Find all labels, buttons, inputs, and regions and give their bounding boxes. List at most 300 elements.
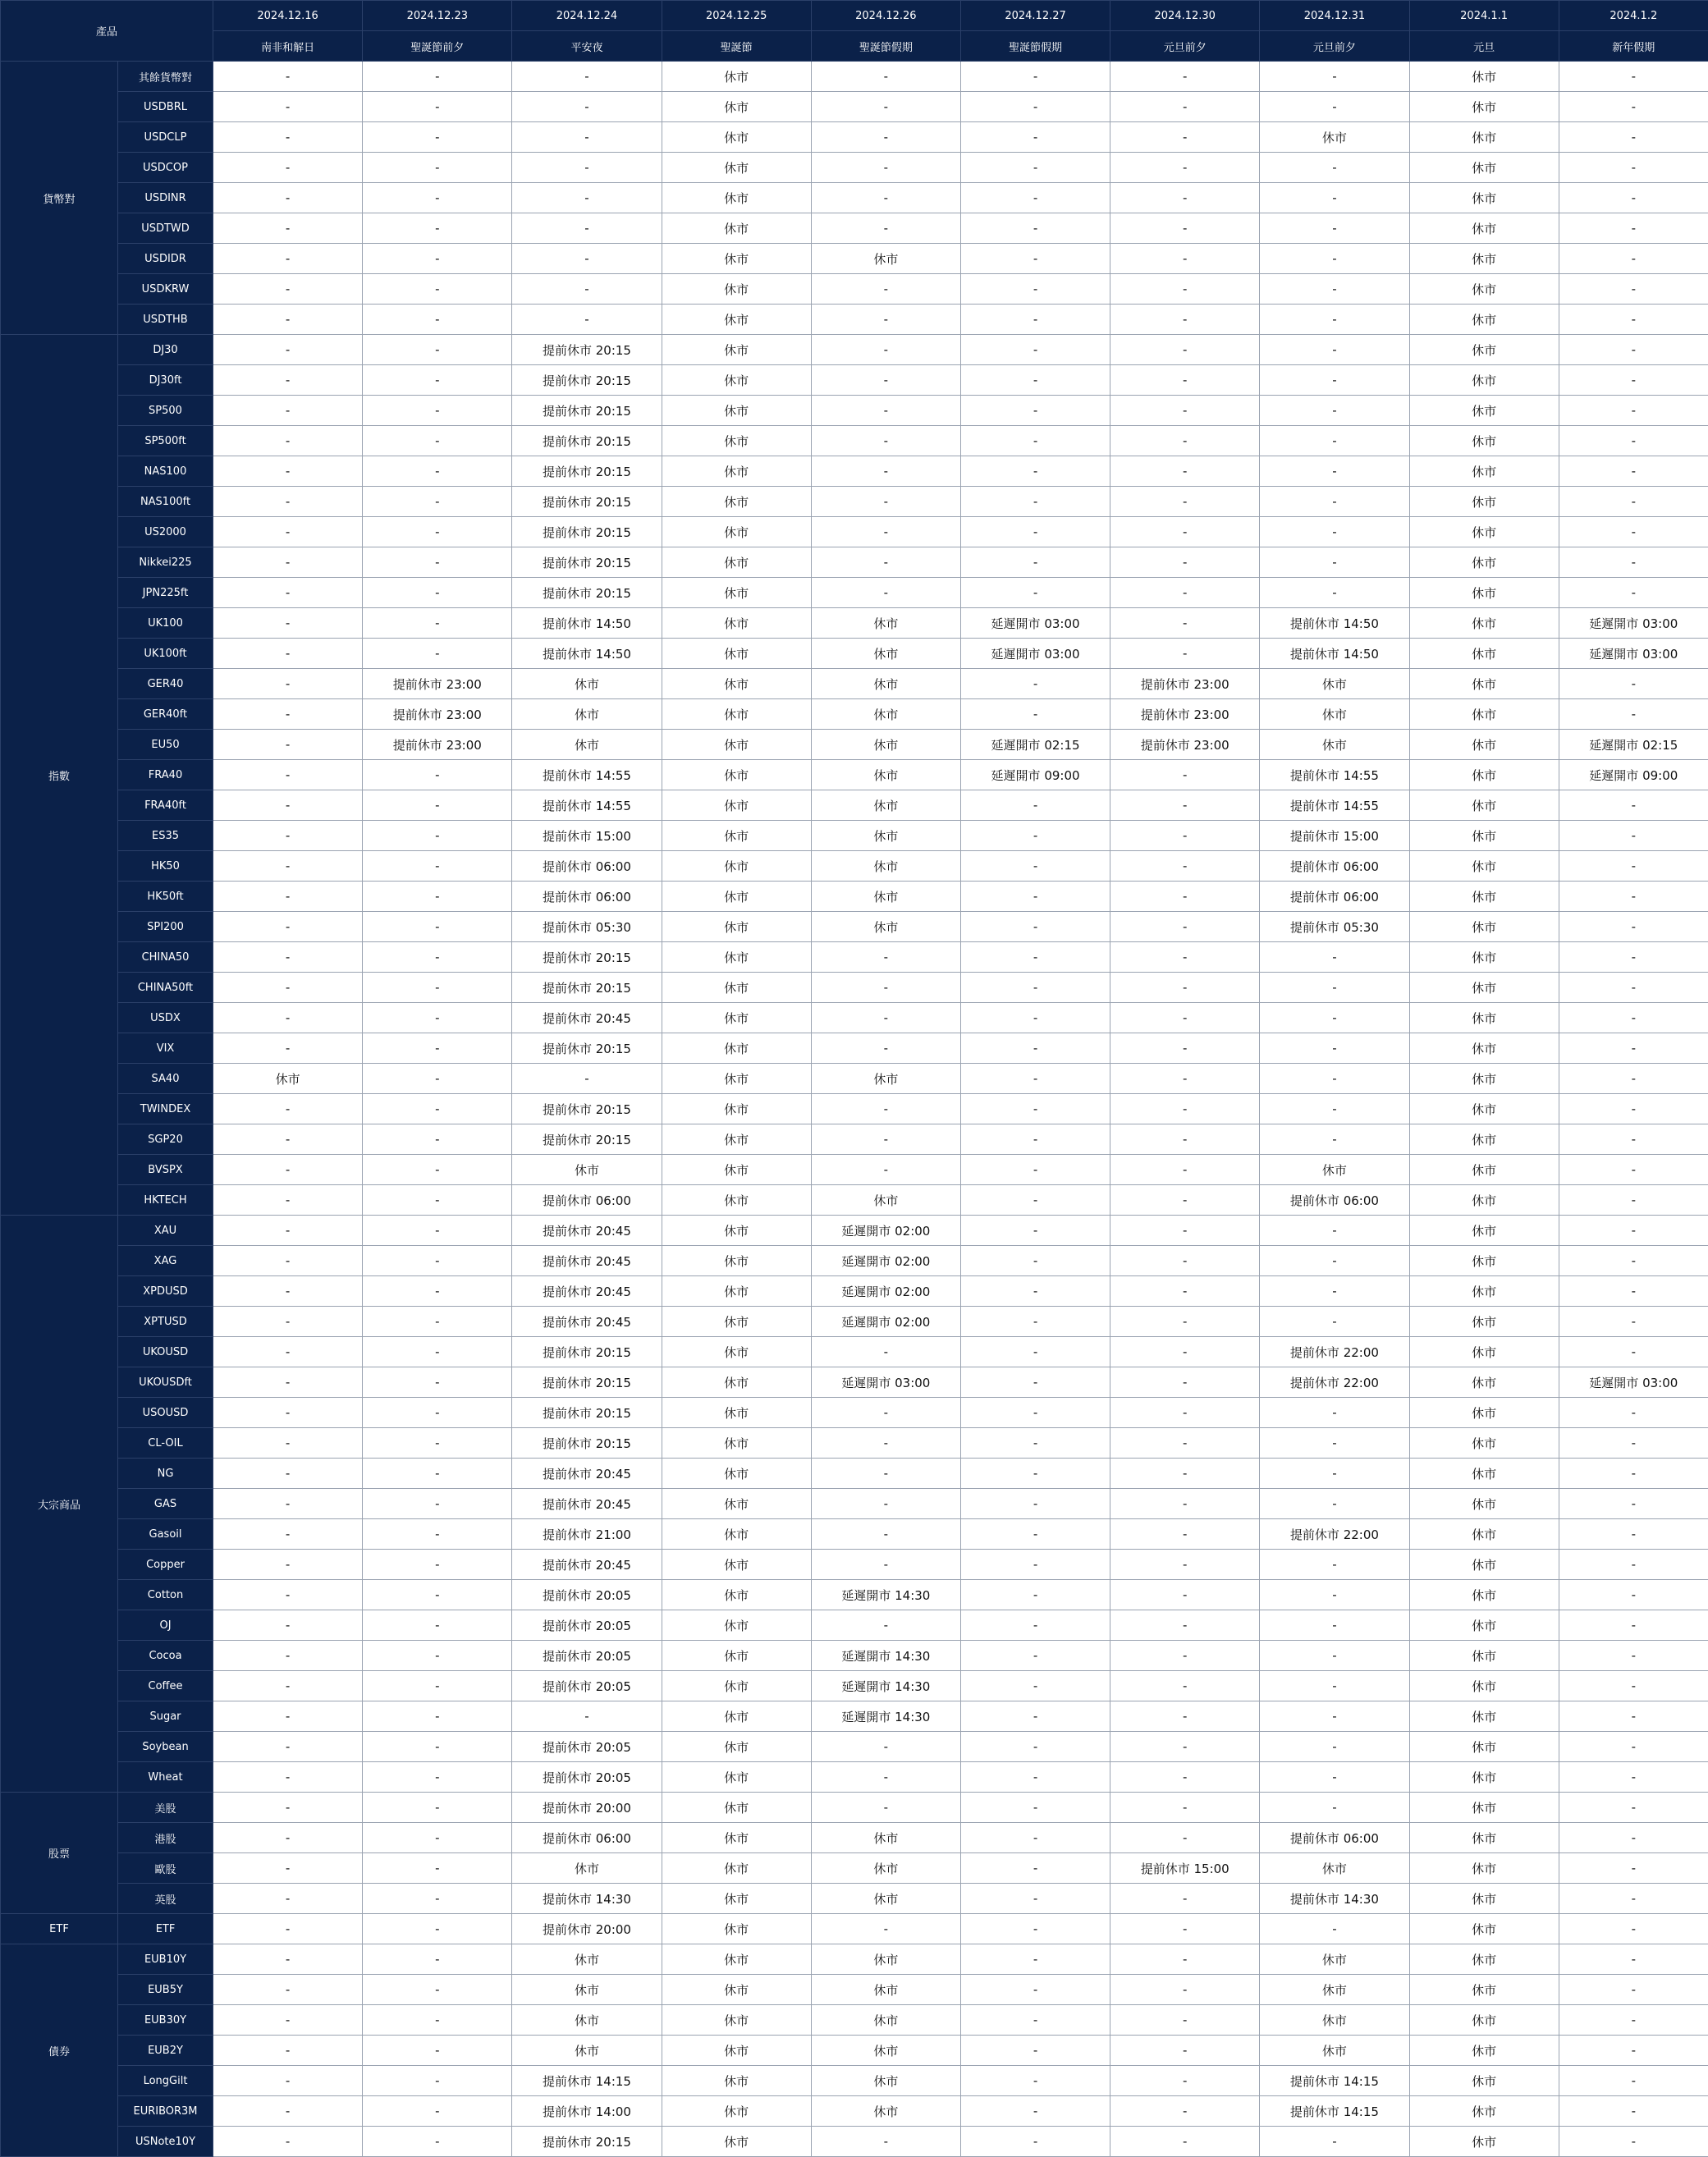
schedule-cell: 休市 <box>662 1003 811 1033</box>
schedule-cell: 提前休市 20:15 <box>512 396 662 426</box>
schedule-cell: - <box>1559 1823 1708 1853</box>
schedule-cell: 提前休市 20:15 <box>512 2127 662 2157</box>
product-label: Copper <box>118 1550 213 1580</box>
schedule-cell: 休市 <box>1409 426 1559 456</box>
schedule-cell: 休市 <box>662 1853 811 1884</box>
schedule-cell: 休市 <box>662 1580 811 1610</box>
schedule-cell: - <box>1559 1428 1708 1459</box>
schedule-cell: - <box>811 426 960 456</box>
category-label: ETF <box>1 1914 118 1944</box>
schedule-cell: - <box>363 92 512 122</box>
product-header: 產品 <box>1 1 213 62</box>
schedule-cell: - <box>213 1550 363 1580</box>
schedule-cell: 休市 <box>1409 1428 1559 1459</box>
table-row <box>1 1003 1708 1033</box>
date-header: 2024.12.26 <box>811 1 960 31</box>
schedule-cell: 休市 <box>1260 669 1409 699</box>
schedule-cell: 休市 <box>1409 1610 1559 1641</box>
schedule-cell: 休市 <box>1409 1732 1559 1762</box>
schedule-cell: 休市 <box>811 608 960 639</box>
schedule-cell: 休市 <box>1409 912 1559 942</box>
schedule-cell: - <box>1260 335 1409 365</box>
schedule-cell: 休市 <box>1409 547 1559 578</box>
schedule-cell: - <box>1559 1519 1708 1550</box>
schedule-cell: 休市 <box>662 578 811 608</box>
schedule-cell: 提前休市 14:55 <box>1260 790 1409 821</box>
schedule-cell: - <box>1559 213 1708 244</box>
schedule-cell: - <box>512 305 662 335</box>
schedule-cell: - <box>1559 1064 1708 1094</box>
product-label: NAS100 <box>118 456 213 487</box>
schedule-cell: 提前休市 14:15 <box>512 2066 662 2096</box>
schedule-cell: 休市 <box>811 1064 960 1094</box>
schedule-cell: - <box>1559 1884 1708 1914</box>
schedule-cell: - <box>213 335 363 365</box>
schedule-cell: - <box>213 942 363 973</box>
schedule-cell: - <box>363 1337 512 1367</box>
schedule-cell: 休市 <box>811 2096 960 2127</box>
product-label: Cocoa <box>118 1641 213 1671</box>
schedule-cell: 休市 <box>811 2036 960 2066</box>
schedule-cell: - <box>1110 578 1260 608</box>
schedule-cell: - <box>512 244 662 274</box>
schedule-cell: - <box>960 1307 1110 1337</box>
schedule-cell: 提前休市 14:55 <box>512 760 662 790</box>
schedule-cell: - <box>213 1367 363 1398</box>
schedule-cell: - <box>363 335 512 365</box>
schedule-cell: - <box>363 1823 512 1853</box>
schedule-cell: - <box>811 1003 960 1033</box>
schedule-cell: - <box>363 1033 512 1064</box>
schedule-cell: - <box>1110 1398 1260 1428</box>
schedule-cell: 休市 <box>662 1610 811 1641</box>
schedule-cell: - <box>363 1003 512 1033</box>
product-label: USDTHB <box>118 305 213 335</box>
schedule-cell: - <box>960 942 1110 973</box>
table-row <box>1 2096 1708 2127</box>
schedule-cell: - <box>363 183 512 213</box>
schedule-cell: 休市 <box>512 1975 662 2005</box>
schedule-cell: 休市 <box>1409 305 1559 335</box>
schedule-cell: - <box>1260 1124 1409 1155</box>
schedule-cell: - <box>1559 547 1708 578</box>
schedule-cell: - <box>1260 1459 1409 1489</box>
schedule-cell: - <box>1260 1914 1409 1944</box>
schedule-cell: 休市 <box>662 92 811 122</box>
schedule-cell: 提前休市 20:15 <box>512 1094 662 1124</box>
schedule-cell: - <box>1110 547 1260 578</box>
schedule-cell: - <box>960 1944 1110 1975</box>
product-label: HKTECH <box>118 1185 213 1216</box>
schedule-cell: - <box>1260 1489 1409 1519</box>
schedule-cell: 休市 <box>1260 1155 1409 1185</box>
schedule-cell: 提前休市 14:50 <box>1260 639 1409 669</box>
schedule-cell: 休市 <box>1409 365 1559 396</box>
schedule-cell: - <box>1559 517 1708 547</box>
schedule-cell: 休市 <box>811 821 960 851</box>
schedule-cell: - <box>363 1276 512 1307</box>
schedule-cell: - <box>1110 1519 1260 1550</box>
schedule-cell: 休市 <box>1260 1944 1409 1975</box>
schedule-cell: 提前休市 20:15 <box>512 1428 662 1459</box>
schedule-cell: - <box>363 517 512 547</box>
schedule-cell: 休市 <box>1409 669 1559 699</box>
schedule-cell: - <box>1559 1003 1708 1033</box>
schedule-cell: - <box>363 1610 512 1641</box>
schedule-cell: 休市 <box>662 942 811 973</box>
schedule-cell: 休市 <box>811 1185 960 1216</box>
product-label: DJ30 <box>118 335 213 365</box>
schedule-cell: - <box>960 1489 1110 1519</box>
schedule-cell: - <box>1260 274 1409 305</box>
date-header: 2024.12.30 <box>1110 1 1260 31</box>
schedule-cell: - <box>213 730 363 760</box>
schedule-cell: 休市 <box>662 1185 811 1216</box>
schedule-cell: - <box>1559 790 1708 821</box>
schedule-cell: - <box>811 1550 960 1580</box>
date-header: 2024.1.1 <box>1409 1 1559 31</box>
table-row <box>1 305 1708 335</box>
table-row <box>1 1276 1708 1307</box>
product-label: NG <box>118 1459 213 1489</box>
schedule-cell: 提前休市 05:30 <box>1260 912 1409 942</box>
schedule-cell: - <box>1260 1033 1409 1064</box>
schedule-cell: - <box>1559 1246 1708 1276</box>
schedule-cell: - <box>811 1459 960 1489</box>
schedule-cell: 休市 <box>1409 244 1559 274</box>
schedule-cell: 休市 <box>811 2066 960 2096</box>
schedule-cell: 休市 <box>1260 122 1409 153</box>
schedule-cell: - <box>512 62 662 92</box>
schedule-cell: 休市 <box>811 699 960 730</box>
schedule-cell: - <box>1559 456 1708 487</box>
schedule-cell: 延遲開市 09:00 <box>960 760 1110 790</box>
schedule-cell: - <box>363 942 512 973</box>
schedule-cell: 休市 <box>1409 851 1559 882</box>
product-label: XPTUSD <box>118 1307 213 1337</box>
schedule-cell: - <box>811 547 960 578</box>
schedule-cell: 提前休市 15:00 <box>1110 1853 1260 1884</box>
schedule-cell: - <box>1260 396 1409 426</box>
schedule-cell: 休市 <box>512 730 662 760</box>
product-label: GER40ft <box>118 699 213 730</box>
schedule-cell: - <box>213 1307 363 1337</box>
schedule-cell: 提前休市 14:55 <box>1260 760 1409 790</box>
schedule-cell: - <box>1559 365 1708 396</box>
schedule-cell: - <box>1260 1428 1409 1459</box>
schedule-cell: 休市 <box>1409 122 1559 153</box>
schedule-cell: 休市 <box>1409 730 1559 760</box>
schedule-cell: - <box>1260 365 1409 396</box>
schedule-cell: - <box>363 1884 512 1914</box>
schedule-cell: - <box>1260 213 1409 244</box>
schedule-cell: 休市 <box>1409 821 1559 851</box>
table-row <box>1 1641 1708 1671</box>
schedule-cell: - <box>1559 62 1708 92</box>
schedule-cell: 提前休市 15:00 <box>1260 821 1409 851</box>
schedule-cell: 休市 <box>662 821 811 851</box>
schedule-cell: 休市 <box>1409 1944 1559 1975</box>
schedule-cell: 休市 <box>811 669 960 699</box>
schedule-cell: - <box>960 122 1110 153</box>
table-row <box>1 1428 1708 1459</box>
schedule-cell: - <box>960 882 1110 912</box>
schedule-cell: - <box>363 456 512 487</box>
schedule-cell: - <box>363 1701 512 1732</box>
schedule-cell: - <box>1110 1823 1260 1853</box>
schedule-cell: - <box>213 1003 363 1033</box>
schedule-cell: 提前休市 21:00 <box>512 1519 662 1550</box>
schedule-cell: 提前休市 20:15 <box>512 942 662 973</box>
schedule-cell: - <box>363 153 512 183</box>
schedule-cell: 提前休市 14:50 <box>1260 608 1409 639</box>
schedule-cell: - <box>1110 2066 1260 2096</box>
schedule-cell: 休市 <box>512 2005 662 2036</box>
product-label: CHINA50 <box>118 942 213 973</box>
schedule-cell: - <box>1110 1367 1260 1398</box>
schedule-cell: 休市 <box>662 426 811 456</box>
schedule-cell: 休市 <box>811 1853 960 1884</box>
schedule-cell: - <box>1559 426 1708 456</box>
schedule-cell: 延遲開市 02:00 <box>811 1307 960 1337</box>
schedule-cell: - <box>960 1124 1110 1155</box>
schedule-cell: 提前休市 20:45 <box>512 1216 662 1246</box>
schedule-cell: 延遲開市 14:30 <box>811 1641 960 1671</box>
table-row <box>1 882 1708 912</box>
schedule-cell: - <box>1559 942 1708 973</box>
table-row <box>1 973 1708 1003</box>
schedule-cell: 延遲開市 03:00 <box>811 1367 960 1398</box>
schedule-cell: 延遲開市 03:00 <box>960 608 1110 639</box>
schedule-cell: - <box>960 669 1110 699</box>
schedule-cell: - <box>363 1064 512 1094</box>
schedule-cell: 休市 <box>662 1732 811 1762</box>
schedule-cell: 休市 <box>1409 1459 1559 1489</box>
schedule-cell: - <box>1559 912 1708 942</box>
schedule-cell: - <box>811 2127 960 2157</box>
schedule-cell: - <box>960 274 1110 305</box>
schedule-cell: 提前休市 20:05 <box>512 1610 662 1641</box>
table-row <box>1 2127 1708 2157</box>
schedule-cell: 延遲開市 02:00 <box>811 1246 960 1276</box>
schedule-cell: 休市 <box>512 699 662 730</box>
schedule-cell: - <box>363 1580 512 1610</box>
schedule-cell: 提前休市 20:05 <box>512 1762 662 1793</box>
schedule-cell: 休市 <box>662 1975 811 2005</box>
schedule-cell: - <box>960 1823 1110 1853</box>
table-row <box>1 1884 1708 1914</box>
table-row <box>1 942 1708 973</box>
schedule-cell: - <box>811 1489 960 1519</box>
schedule-cell: - <box>1110 92 1260 122</box>
schedule-cell: 休市 <box>512 1155 662 1185</box>
schedule-cell: - <box>1110 1732 1260 1762</box>
product-label: Soybean <box>118 1732 213 1762</box>
schedule-cell: - <box>1260 942 1409 973</box>
schedule-cell: - <box>1559 1914 1708 1944</box>
product-label: GAS <box>118 1489 213 1519</box>
schedule-cell: 提前休市 20:15 <box>512 1337 662 1367</box>
holiday-header: 元旦前夕 <box>1110 31 1260 62</box>
schedule-cell: - <box>1110 213 1260 244</box>
product-label: NAS100ft <box>118 487 213 517</box>
product-label: Wheat <box>118 1762 213 1793</box>
table-row <box>1 1823 1708 1853</box>
schedule-cell: - <box>213 1428 363 1459</box>
schedule-cell: - <box>1559 699 1708 730</box>
schedule-cell: 提前休市 14:00 <box>512 2096 662 2127</box>
schedule-cell: - <box>811 1155 960 1185</box>
table-row <box>1 1914 1708 1944</box>
schedule-cell: - <box>1110 1276 1260 1307</box>
schedule-cell: - <box>1110 851 1260 882</box>
schedule-cell: 休市 <box>512 2036 662 2066</box>
schedule-cell: 提前休市 20:05 <box>512 1641 662 1671</box>
table-row <box>1 608 1708 639</box>
schedule-cell: 提前休市 06:00 <box>512 851 662 882</box>
product-label: FRA40 <box>118 760 213 790</box>
schedule-cell: 提前休市 14:50 <box>512 608 662 639</box>
schedule-cell: - <box>213 1884 363 1914</box>
holiday-header: 新年假期 <box>1559 31 1708 62</box>
schedule-cell: - <box>960 1853 1110 1884</box>
schedule-cell: - <box>213 396 363 426</box>
product-label: UKOUSD <box>118 1337 213 1367</box>
schedule-cell: - <box>213 92 363 122</box>
schedule-cell: - <box>363 639 512 669</box>
schedule-cell: - <box>512 122 662 153</box>
schedule-cell: - <box>363 1762 512 1793</box>
schedule-cell: - <box>960 1610 1110 1641</box>
schedule-cell: - <box>363 1944 512 1975</box>
schedule-cell: 休市 <box>512 1944 662 1975</box>
table-row <box>1 153 1708 183</box>
schedule-cell: 休市 <box>1409 1185 1559 1216</box>
schedule-cell: - <box>960 973 1110 1003</box>
date-header: 2024.12.27 <box>960 1 1110 31</box>
schedule-cell: - <box>363 1307 512 1337</box>
schedule-cell: - <box>213 1155 363 1185</box>
schedule-cell: 休市 <box>512 1853 662 1884</box>
schedule-cell: - <box>960 456 1110 487</box>
product-label: DJ30ft <box>118 365 213 396</box>
product-label: LongGilt <box>118 2066 213 2096</box>
schedule-cell: 休市 <box>811 730 960 760</box>
table-row <box>1 669 1708 699</box>
schedule-cell: 休市 <box>662 2066 811 2096</box>
schedule-cell: 提前休市 20:45 <box>512 1489 662 1519</box>
table-row <box>1 244 1708 274</box>
schedule-cell: 休市 <box>1409 396 1559 426</box>
schedule-cell: - <box>960 62 1110 92</box>
schedule-cell: - <box>1559 973 1708 1003</box>
schedule-cell: 休市 <box>1409 1094 1559 1124</box>
schedule-cell: - <box>363 1367 512 1398</box>
schedule-cell: 休市 <box>1409 578 1559 608</box>
schedule-cell: 休市 <box>1260 699 1409 730</box>
schedule-cell: - <box>1559 1216 1708 1246</box>
schedule-cell: - <box>1260 1641 1409 1671</box>
schedule-cell: 休市 <box>662 1459 811 1489</box>
schedule-cell: 休市 <box>1409 1701 1559 1732</box>
schedule-cell: 休市 <box>662 244 811 274</box>
schedule-cell: 提前休市 06:00 <box>1260 1185 1409 1216</box>
schedule-cell: - <box>213 1823 363 1853</box>
schedule-cell: - <box>811 62 960 92</box>
schedule-cell: 休市 <box>1409 1550 1559 1580</box>
schedule-cell: 休市 <box>1409 1367 1559 1398</box>
schedule-cell: - <box>960 1003 1110 1033</box>
schedule-cell: 休市 <box>662 1216 811 1246</box>
schedule-cell: 休市 <box>811 1944 960 1975</box>
schedule-cell: - <box>811 335 960 365</box>
schedule-cell: - <box>213 1094 363 1124</box>
schedule-cell: - <box>1559 2036 1708 2066</box>
schedule-cell: - <box>1260 1701 1409 1732</box>
schedule-cell: - <box>1110 1185 1260 1216</box>
schedule-cell: 休市 <box>1409 1398 1559 1428</box>
schedule-cell: 休市 <box>512 669 662 699</box>
schedule-cell: - <box>1559 851 1708 882</box>
schedule-cell: - <box>1559 1550 1708 1580</box>
schedule-cell: - <box>1110 608 1260 639</box>
schedule-cell: - <box>960 2066 1110 2096</box>
schedule-cell: - <box>213 1793 363 1823</box>
schedule-cell: - <box>1559 244 1708 274</box>
schedule-cell: - <box>213 1853 363 1884</box>
table-header <box>1 1 1708 62</box>
schedule-cell: 提前休市 20:00 <box>512 1793 662 1823</box>
schedule-cell: 延遲開市 03:00 <box>1559 639 1708 669</box>
schedule-cell: 休市 <box>662 396 811 426</box>
schedule-cell: - <box>1559 1580 1708 1610</box>
schedule-cell: - <box>811 1914 960 1944</box>
schedule-cell: - <box>1559 1671 1708 1701</box>
schedule-cell: 提前休市 22:00 <box>1260 1367 1409 1398</box>
schedule-cell: 休市 <box>662 456 811 487</box>
schedule-cell: 休市 <box>811 639 960 669</box>
schedule-cell: 休市 <box>662 335 811 365</box>
schedule-cell: - <box>363 122 512 153</box>
schedule-cell: - <box>213 882 363 912</box>
product-label: SGP20 <box>118 1124 213 1155</box>
schedule-cell: 休市 <box>1409 1307 1559 1337</box>
schedule-cell: - <box>960 1337 1110 1367</box>
schedule-cell: - <box>213 1276 363 1307</box>
schedule-cell: 休市 <box>662 608 811 639</box>
schedule-cell: - <box>1559 1641 1708 1671</box>
schedule-cell: - <box>363 1459 512 1489</box>
product-label: JPN225ft <box>118 578 213 608</box>
table-row <box>1 1762 1708 1793</box>
schedule-cell: - <box>811 973 960 1003</box>
schedule-cell: - <box>960 1033 1110 1064</box>
schedule-cell: - <box>1110 487 1260 517</box>
schedule-cell: 休市 <box>662 122 811 153</box>
schedule-cell: - <box>1260 183 1409 213</box>
schedule-cell: 延遲開市 02:15 <box>1559 730 1708 760</box>
schedule-cell: - <box>1559 1975 1708 2005</box>
table-row <box>1 456 1708 487</box>
category-label: 大宗商品 <box>1 1216 118 1793</box>
schedule-cell: - <box>363 62 512 92</box>
schedule-cell: 提前休市 20:05 <box>512 1671 662 1701</box>
schedule-cell: - <box>1110 1762 1260 1793</box>
holiday-header: 平安夜 <box>512 31 662 62</box>
schedule-cell: - <box>363 2005 512 2036</box>
table-row <box>1 1185 1708 1216</box>
schedule-cell: 提前休市 14:15 <box>1260 2096 1409 2127</box>
